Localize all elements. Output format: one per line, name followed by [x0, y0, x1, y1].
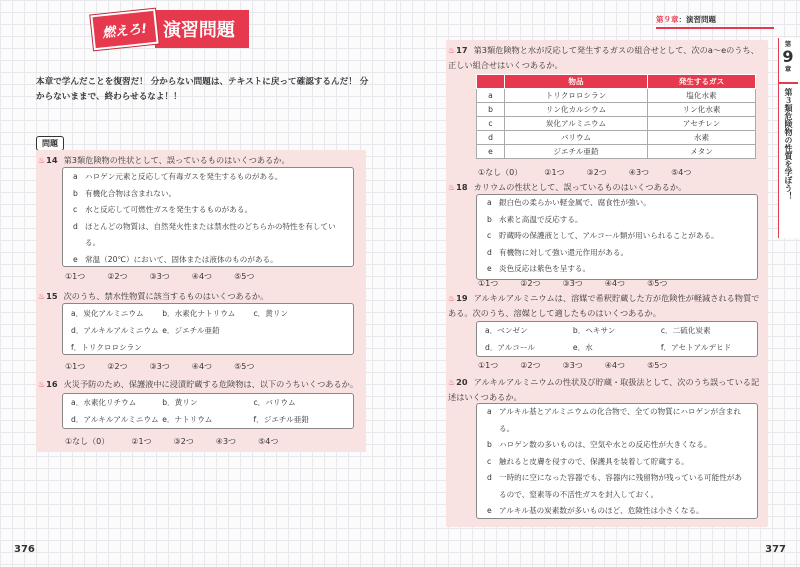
statement-text: 常温（20℃）において、固体または液体のものがある。: [85, 254, 278, 264]
answer-option[interactable]: ①1つ: [478, 361, 499, 370]
header-rule: [656, 27, 774, 29]
table-cell: a: [477, 89, 505, 103]
table-cell: リン化水素: [647, 103, 755, 117]
table-header: 物品: [505, 75, 648, 89]
choice-row: [71, 322, 345, 339]
flame-icon: ♨: [38, 380, 46, 389]
chapter-number: 第 9 章: [782, 40, 794, 73]
answer-option[interactable]: ③3つ: [149, 362, 170, 371]
choice-item: a．水素化リチウム: [71, 398, 137, 407]
choice-item: [253, 339, 344, 356]
statement-letter: b: [487, 214, 492, 224]
question-17-options: [478, 167, 713, 178]
question-14-options: [65, 271, 276, 282]
statement-text: 水と反応して可燃性ガスを発生するものがある。: [85, 205, 253, 214]
flame-icon: ♨: [448, 183, 456, 192]
question-18-statements: [476, 194, 758, 280]
statement-row: [63, 169, 353, 186]
table-cell: バリウム: [505, 131, 648, 145]
moeru-badge: 燃えろ!: [90, 8, 158, 50]
table-cell: リン化カルシウム: [505, 103, 648, 117]
section-label: 問題: [36, 136, 64, 151]
answer-option[interactable]: ①なし（0）: [65, 437, 110, 446]
page-number-right: 377: [765, 544, 786, 555]
statement-text: 水素と高温で反応する。: [499, 214, 583, 224]
statement-text: アルキル基とアルミニウムの化合物で、全ての物質にハロゲンが含まれる。: [499, 407, 741, 433]
answer-option[interactable]: ③3つ: [562, 361, 583, 370]
choice-item: c．二硫化炭素: [660, 326, 711, 335]
page-title: 演習問題: [155, 10, 249, 48]
statement-letter: a: [487, 198, 492, 207]
answer-option[interactable]: ③3つ: [562, 279, 583, 288]
statement-row: [477, 404, 757, 437]
statement-text: アルキル基の炭素数が多いものほど、危険性は小さくなる。: [499, 506, 704, 515]
table-cell: ジエチル亜鉛: [505, 145, 648, 159]
statement-text: ハロゲン元素と反応して有毒ガスを発生するものがある。: [85, 172, 283, 181]
choice-row: [71, 394, 345, 411]
choice-item: a．炭化アルミニウム: [71, 309, 144, 318]
question-14: ♨14 第3類危険物の性状として、誤っているものはいくつあるか。: [38, 155, 290, 165]
statement-row: [63, 219, 353, 252]
answer-option[interactable]: ①1つ: [478, 279, 499, 288]
flame-icon: ♨: [448, 46, 456, 55]
answer-option[interactable]: ②2つ: [520, 279, 541, 288]
answer-option[interactable]: ②2つ: [107, 362, 128, 371]
question-16-choices: [62, 393, 354, 429]
choice-row: [485, 339, 749, 356]
running-header: 第９章：演習問題: [656, 15, 716, 24]
choice-item: f．ジエチル亜鉛: [253, 415, 309, 424]
question-15-choices: [62, 303, 354, 355]
statement-letter: d: [487, 247, 492, 257]
statement-letter: e: [487, 506, 492, 515]
table-row: [477, 145, 756, 159]
choice-item: d．アルコール: [485, 343, 535, 352]
table-cell: アセチレン: [647, 117, 755, 131]
choice-item: f．アセトアルデヒド: [660, 343, 732, 352]
chapter-title: [92, 10, 249, 48]
choice-item: e．ナトリウム: [162, 415, 213, 424]
statement-row: [477, 212, 757, 229]
statement-row: [63, 252, 353, 269]
table-row: [477, 89, 756, 103]
question-18: ♨18 カリウムの性状として、誤っているものはいくつあるか。: [448, 182, 687, 192]
answer-option[interactable]: ④4つ: [191, 272, 213, 281]
chapter-bar: [778, 82, 798, 84]
question-20: ♨20 アルキルアルミニウムの性状及び貯蔵・取扱法として、次のうち誤っている記述はいくつあるか。: [448, 377, 760, 402]
choice-item: b．ヘキサン: [572, 326, 616, 335]
flame-icon: ♨: [38, 156, 46, 165]
table-cell: トリクロロシラン: [505, 89, 648, 103]
answer-option[interactable]: ⑤5つ: [647, 361, 668, 370]
table-cell: 水素: [647, 131, 755, 145]
flame-icon: ♨: [448, 378, 456, 387]
choice-item: b．水素化ナトリウム: [162, 309, 236, 318]
answer-option[interactable]: ①1つ: [65, 272, 86, 281]
table-cell: b: [477, 103, 505, 117]
statement-row: [477, 437, 757, 454]
question-16: ♨16 火災予防のため、保護液中に浸漬貯蔵する危険物は、以下のうちいくつあるか。: [38, 379, 359, 389]
statement-row: [63, 186, 353, 203]
answer-option[interactable]: ④3つ: [215, 437, 237, 446]
statement-letter: c: [487, 231, 492, 240]
statement-text: 有機物に対して強い還元作用がある。: [499, 247, 629, 257]
table-cell: 塩化水素: [647, 89, 755, 103]
page-number-left: 376: [14, 544, 35, 555]
choice-row: [71, 339, 345, 356]
statement-letter: b: [73, 188, 78, 198]
question-19: ♨19 アルキルアルミニウムは、溶媒で希釈貯蔵した方が危険性が軽減される物質である。次のうち、溶媒として適したものはいくつあるか。: [448, 293, 760, 318]
right-page: [400, 0, 800, 567]
choice-item: b．黄リン: [162, 398, 198, 407]
answer-option[interactable]: ⑤5つ: [234, 272, 255, 281]
statement-letter: c: [487, 456, 492, 466]
choice-item: d．アルキルアルミニウム: [71, 326, 159, 335]
table-row: [477, 131, 756, 145]
table-cell: c: [477, 117, 505, 131]
choice-item: c．バリウム: [253, 398, 296, 407]
answer-option[interactable]: ③2つ: [173, 437, 194, 446]
statement-text: ハロゲン数の多いものは、空気や水との反応性が大きくなる。: [499, 440, 712, 449]
statement-row: [477, 228, 757, 245]
flame-icon: ♨: [448, 294, 456, 303]
statement-text: 有機化合物は含まれない。: [85, 188, 177, 198]
answer-option[interactable]: ②1つ: [131, 437, 152, 446]
statement-letter: e: [487, 264, 492, 273]
statement-letter: a: [73, 172, 78, 181]
answer-option[interactable]: ④4つ: [604, 361, 626, 370]
statement-letter: c: [73, 205, 78, 214]
statement-row: [477, 245, 757, 262]
question-16-options: [65, 436, 300, 447]
statement-text: 触れると皮膚を侵すので、保護具を装着して貯蔵する。: [499, 456, 689, 466]
table-row: [477, 103, 756, 117]
table-cell: 炭化アルミニウム: [505, 117, 648, 131]
table-cell: メタン: [647, 145, 755, 159]
chapter-vertical-title: 第３類危険物の性質を学ぼう！: [784, 88, 793, 200]
question-15: ♨15 次のうち、禁水性物質に該当するものはいくつあるか。: [38, 291, 269, 301]
answer-option[interactable]: ④3つ: [628, 168, 650, 177]
statement-row: [477, 195, 757, 212]
choice-item: a．ベンゼン: [485, 326, 528, 335]
choice-item: c．黄リン: [253, 309, 289, 318]
statement-row: [63, 202, 353, 219]
statement-row: [477, 503, 757, 520]
table-cell: d: [477, 131, 505, 145]
gas-table: [476, 74, 756, 159]
question-19-choices: [476, 321, 758, 357]
table-header-row: [477, 75, 756, 89]
answer-option[interactable]: ④4つ: [604, 279, 626, 288]
table-row: [477, 117, 756, 131]
statement-text: ほとんどの物質は、自然発火性または禁水性のどちらかの特性を有している。: [85, 221, 336, 247]
table-header: 発生するガス: [647, 75, 755, 89]
question-14-statements: [62, 167, 354, 267]
answer-option[interactable]: ①1つ: [65, 362, 86, 371]
answer-option[interactable]: ②2つ: [107, 272, 128, 281]
statement-letter: b: [487, 440, 492, 449]
statement-row: [477, 470, 757, 503]
answer-option[interactable]: ⑤4つ: [671, 168, 692, 177]
choice-item: e．水: [572, 343, 593, 352]
statement-letter: e: [73, 254, 78, 264]
question-15-options: [65, 361, 276, 372]
answer-option[interactable]: ②1つ: [544, 168, 565, 177]
choice-row: [485, 322, 749, 339]
statement-letter: d: [487, 473, 492, 482]
choice-item: [253, 322, 344, 339]
answer-option[interactable]: ⑤4つ: [258, 437, 279, 446]
choice-item: e．ジエチル亜鉛: [162, 326, 220, 335]
statement-text: 炎色反応は紫色を呈する。: [499, 264, 591, 273]
statement-row: [477, 261, 757, 278]
choice-row: [71, 305, 345, 322]
question-17: ♨17 第3類危険物と水が反応して発生するガスの組合せとして、次のa〜eのうち、正しい組合せはいくつあるか。: [448, 45, 759, 70]
choice-item: f．トリクロロシラン: [71, 343, 142, 352]
choice-row: [71, 411, 345, 428]
answer-option[interactable]: ④4つ: [191, 362, 213, 371]
question-19-options: [478, 360, 689, 371]
flame-icon: ♨: [38, 292, 46, 301]
intro-text: 本章で学んだことを復習だ！ 分からない問題は、テキストに戻って確認するんだ！ 分からないままで、終わらせるなよ！！: [36, 77, 369, 102]
answer-option[interactable]: ⑤5つ: [234, 362, 255, 371]
choice-item: d．アルキルアルミニウム: [71, 415, 159, 424]
choice-item: [162, 339, 253, 356]
answer-option[interactable]: ②2つ: [520, 361, 541, 370]
answer-option[interactable]: ①なし（0）: [478, 168, 523, 177]
table-header: [477, 75, 505, 89]
statement-text: 銀白色の柔らかい軽金属で、腐食性が強い。: [499, 198, 651, 207]
statement-text: 貯蔵時の保護液として、アルコール類が用いられることがある。: [499, 231, 719, 240]
answer-option[interactable]: ⑤5つ: [647, 279, 668, 288]
answer-option[interactable]: ③3つ: [149, 272, 170, 281]
statement-letter: a: [487, 407, 492, 416]
answer-option[interactable]: ③2つ: [586, 168, 607, 177]
statement-row: [477, 454, 757, 471]
table-cell: e: [477, 145, 505, 159]
question-18-options: [478, 278, 689, 289]
statement-letter: d: [73, 221, 78, 231]
question-20-statements: [476, 403, 758, 519]
statement-text: 一時的に空になった容器でも、容器内に残留物が残っている可能性があるので、窒素等の不活性ガスを封入しておく。: [499, 473, 742, 499]
